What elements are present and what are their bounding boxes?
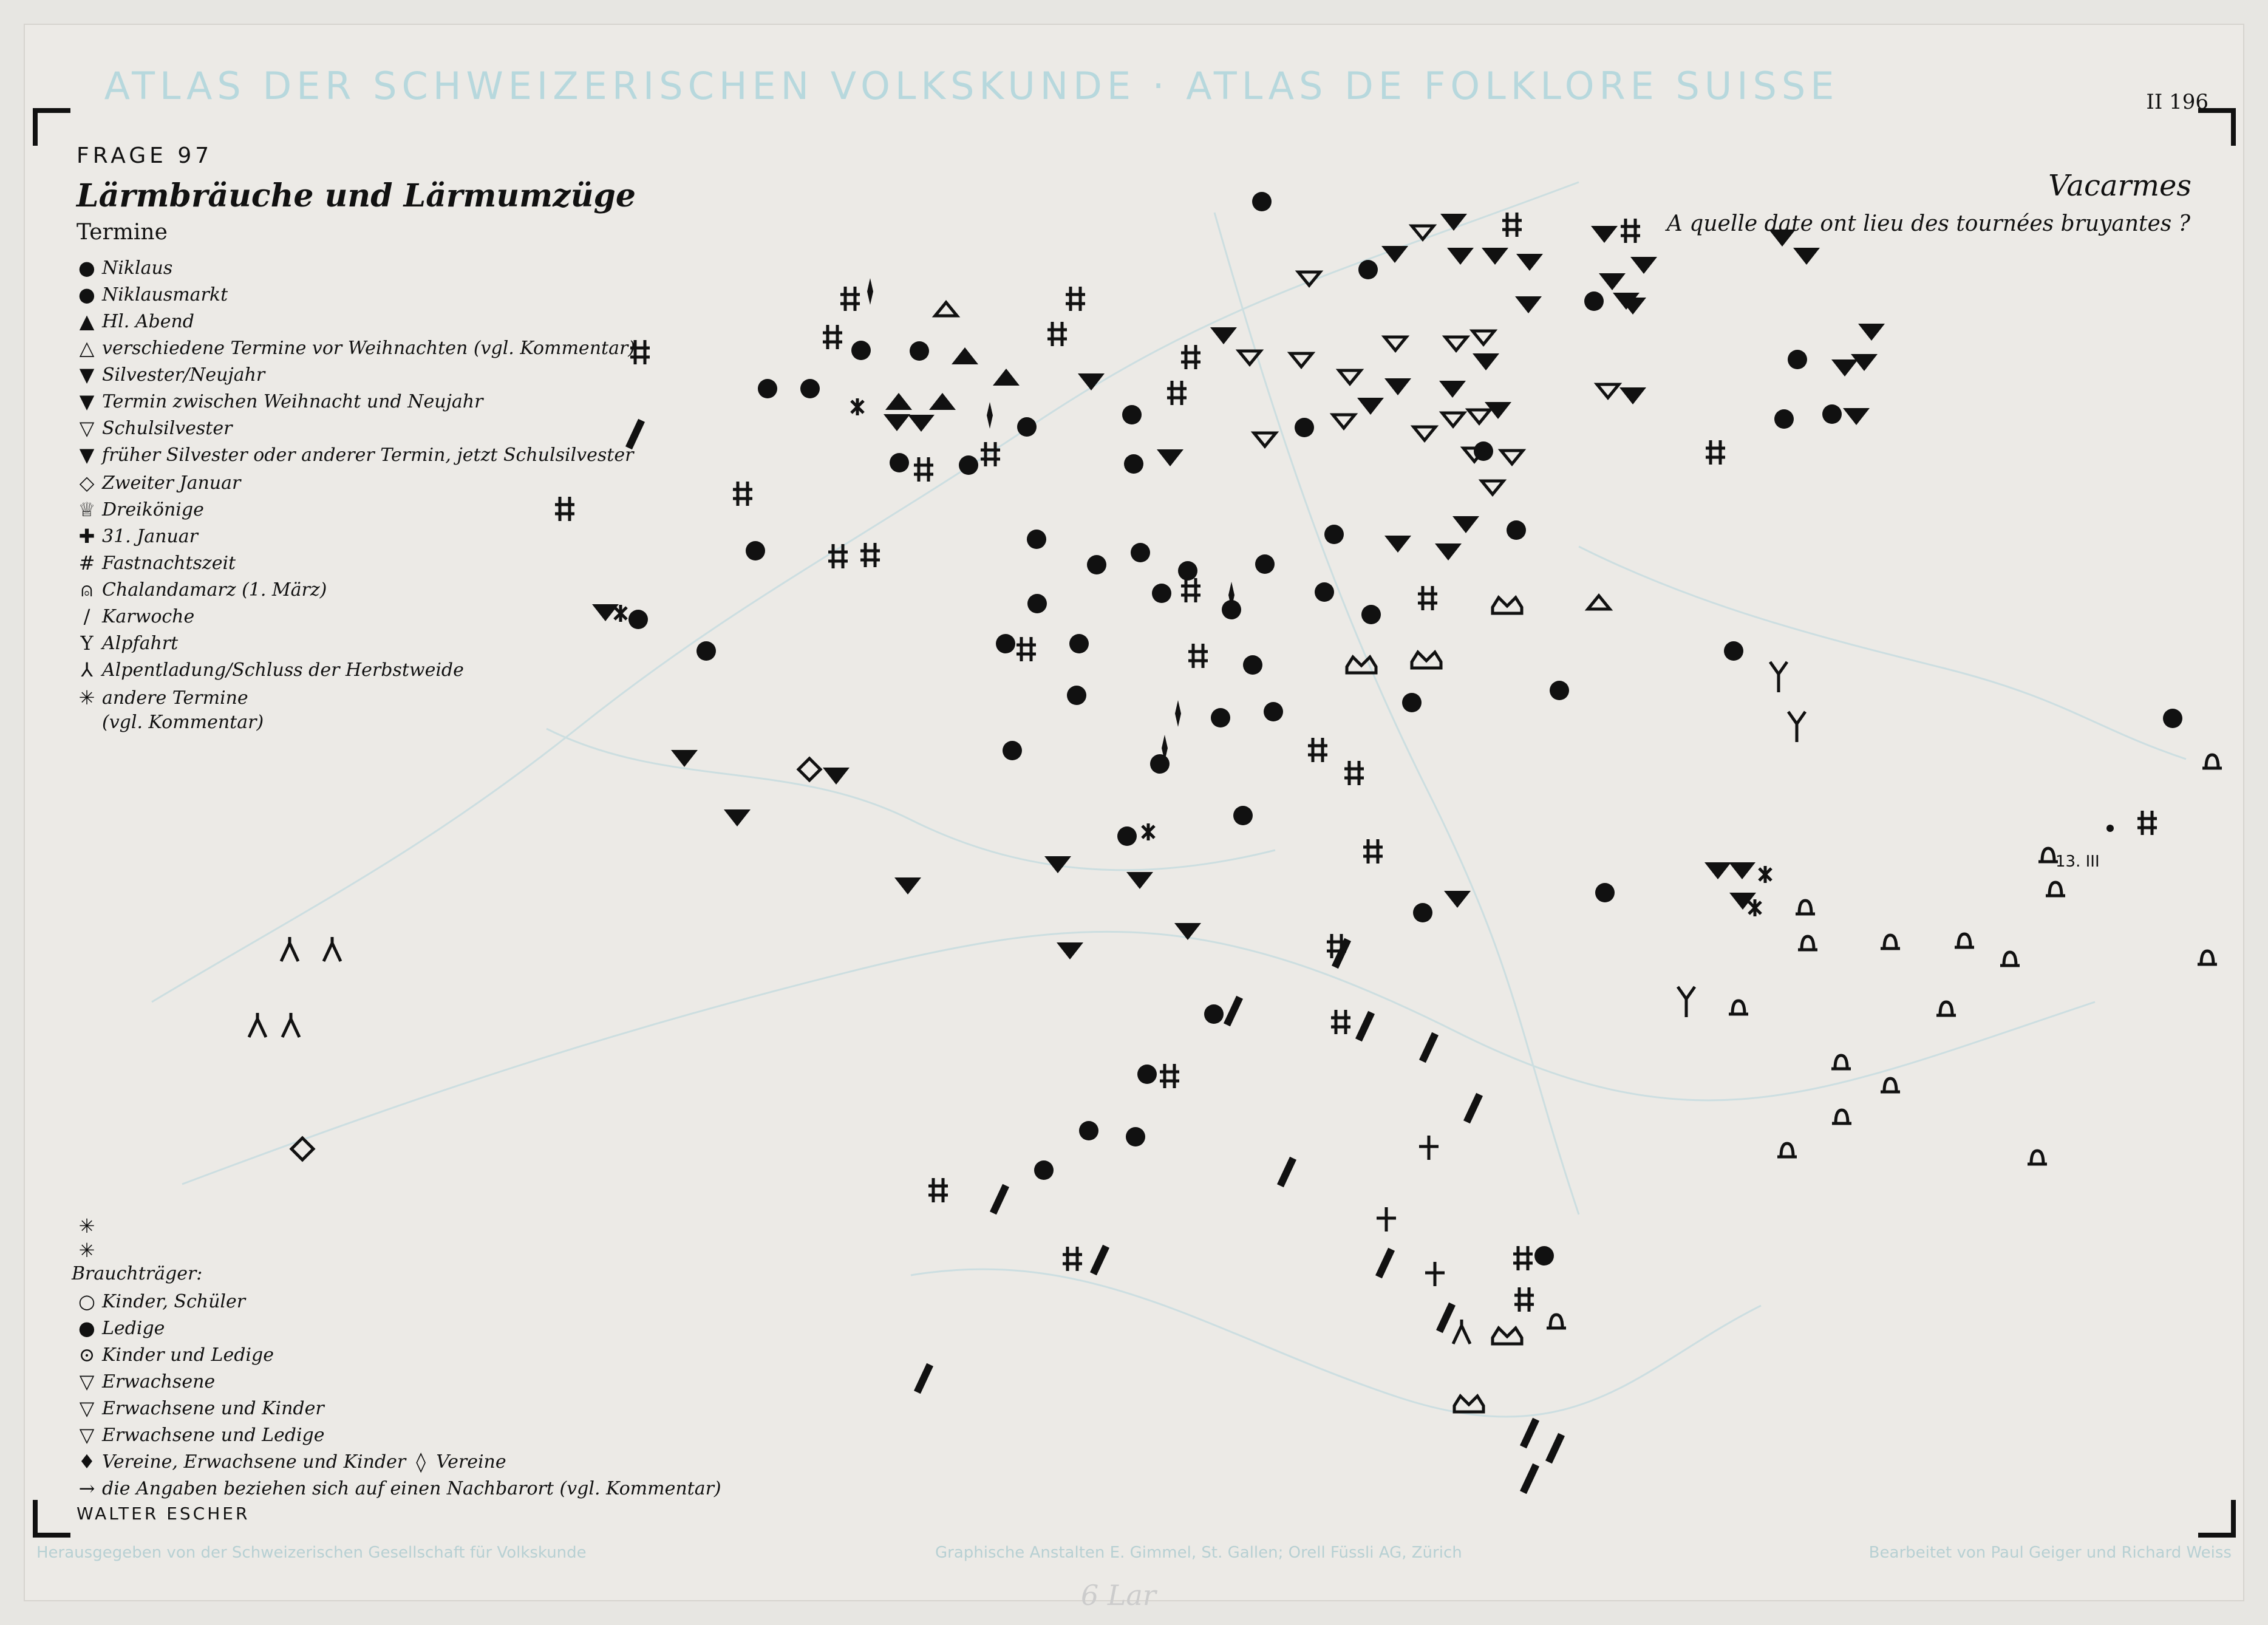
legend-item: ⅄ Alpentladung/Schluss der Herbstweide	[72, 658, 464, 681]
legend-item: ▽ Erwachsene und Ledige	[72, 1423, 325, 1446]
legend-item: ● Niklausmarkt	[72, 283, 228, 306]
small-dotted-circle-icon: ⊙	[78, 1343, 95, 1366]
legend-item: ✳ andere Termine	[72, 686, 248, 709]
legend-item: ▽ Erwachsene und Kinder	[72, 1397, 324, 1420]
legend-item: ⍝ Chalandamarz (1. März)	[72, 578, 327, 602]
crown-icon: ♕	[78, 498, 96, 521]
legend-item: ✚ 31. Januar	[72, 525, 198, 548]
legend-item: ● Niklaus	[72, 256, 172, 279]
map-title-fr: Vacarmes	[2048, 169, 2191, 203]
open-triangle-down-icon: ▽	[79, 417, 95, 440]
asterisk-icon: ✳	[78, 1214, 95, 1238]
handwritten-note: 6 Lar	[1081, 1579, 1156, 1612]
filled-diamond-icon: ♦	[78, 1450, 96, 1473]
legend-item: ▼ Silvester/Neujahr	[72, 363, 265, 386]
legend-extra-mark	[72, 1239, 102, 1262]
asterisk-icon: ✳	[78, 1239, 95, 1262]
printer-credit: Graphische Anstalten E. Gimmel, St. Gallen; Orell Füssli AG, Zürich	[935, 1544, 1462, 1562]
legend-heading: Termine	[77, 220, 168, 245]
legend-item: # Fastnachtszeit	[72, 551, 236, 574]
legend-item: ◇ Zweiter Januar	[72, 471, 240, 494]
slash-bar-icon: /	[83, 605, 90, 628]
legend-item: / Karwoche	[72, 605, 194, 628]
filled-circle-icon: ●	[78, 256, 95, 279]
legend-item: ▲ Hl. Abend	[72, 310, 194, 333]
half-triangle-down-icon: ▼	[79, 443, 95, 466]
legend-item: ● Ledige	[72, 1317, 165, 1340]
small-filled-circle-icon: ●	[78, 1317, 95, 1340]
publisher-credit: Herausgegeben von der Schweizerischen Gesellschaft für Volkskunde	[36, 1544, 587, 1562]
legend-item: ▽ Schulsilvester	[72, 417, 232, 440]
small-open-circle-icon: ○	[78, 1290, 95, 1313]
map-subtitle-fr: A quelle date ont lieu des tournées bruyantes ?	[1666, 211, 2190, 236]
asterisk-icon: ✳	[78, 686, 95, 709]
sheet-number: II 196	[2146, 90, 2208, 114]
open-diamond-icon: ◊	[416, 1450, 426, 1473]
legend-item: (vgl. Kommentar)	[102, 712, 264, 733]
split-triangle-down-icon: ▼	[79, 390, 95, 413]
legend-item: △ verschiedene Termine vor Weihnachten (vgl. Kommentar)	[72, 336, 635, 359]
atlas-title: ATLAS DER SCHWEIZERISCHEN VOLKSKUNDE · ATLAS DE FOLKLORE SUISSE	[104, 64, 1839, 108]
legend-item: ▼ Termin zwischen Weihnacht und Neujahr	[72, 390, 483, 413]
filled-triangle-up-icon: ▲	[79, 310, 95, 333]
legend-extra-mark	[72, 1214, 102, 1238]
question-number: FRAGE 97	[77, 143, 213, 168]
legend-item-arrow: → die Angaben beziehen sich auf einen Nachbarort (vgl. Kommentar)	[72, 1477, 721, 1500]
legend-item: ♕ Dreikönige	[72, 498, 204, 521]
editors-credit: Bearbeitet von Paul Geiger und Richard Weiss	[1868, 1544, 2232, 1562]
inverted-y-icon: ⅄	[81, 658, 93, 681]
place-date-label: 13. III	[2055, 853, 2100, 871]
traeger-heading: Brauchträger:	[72, 1263, 203, 1284]
author: WALTER ESCHER	[77, 1504, 250, 1524]
y-fork-icon: Y	[80, 632, 94, 655]
diamond-icon: ◇	[79, 471, 95, 494]
legend-item-vereine: ♦ Vereine, Erwachsene und Kinder ◊ Vereine	[72, 1450, 506, 1473]
cross-icon: ✚	[78, 525, 95, 548]
circle-with-tilde-icon: ●	[78, 283, 95, 306]
legend-item: Y Alpfahrt	[72, 632, 178, 655]
small-half-triangle-icon: ▽	[79, 1423, 95, 1446]
filled-triangle-down-icon: ▼	[79, 363, 95, 386]
small-mixed-triangle-icon: ▽	[79, 1397, 95, 1420]
legend-item: ▽ Erwachsene	[72, 1370, 215, 1393]
hash-icon: #	[78, 551, 95, 574]
map-title-de: Lärmbräuche und Lärmumzüge	[77, 177, 636, 214]
open-triangle-up-icon: △	[79, 336, 95, 359]
legend-item: ⊙ Kinder und Ledige	[72, 1343, 274, 1366]
legend-item: ○ Kinder, Schüler	[72, 1290, 245, 1313]
bell-icon: ⍝	[81, 578, 93, 601]
small-open-triangle-icon: ▽	[79, 1370, 95, 1393]
arrow-right-icon: →	[78, 1477, 95, 1500]
legend-item: ▼ früher Silvester oder anderer Termin, jetzt Schulsilvester	[72, 443, 633, 466]
